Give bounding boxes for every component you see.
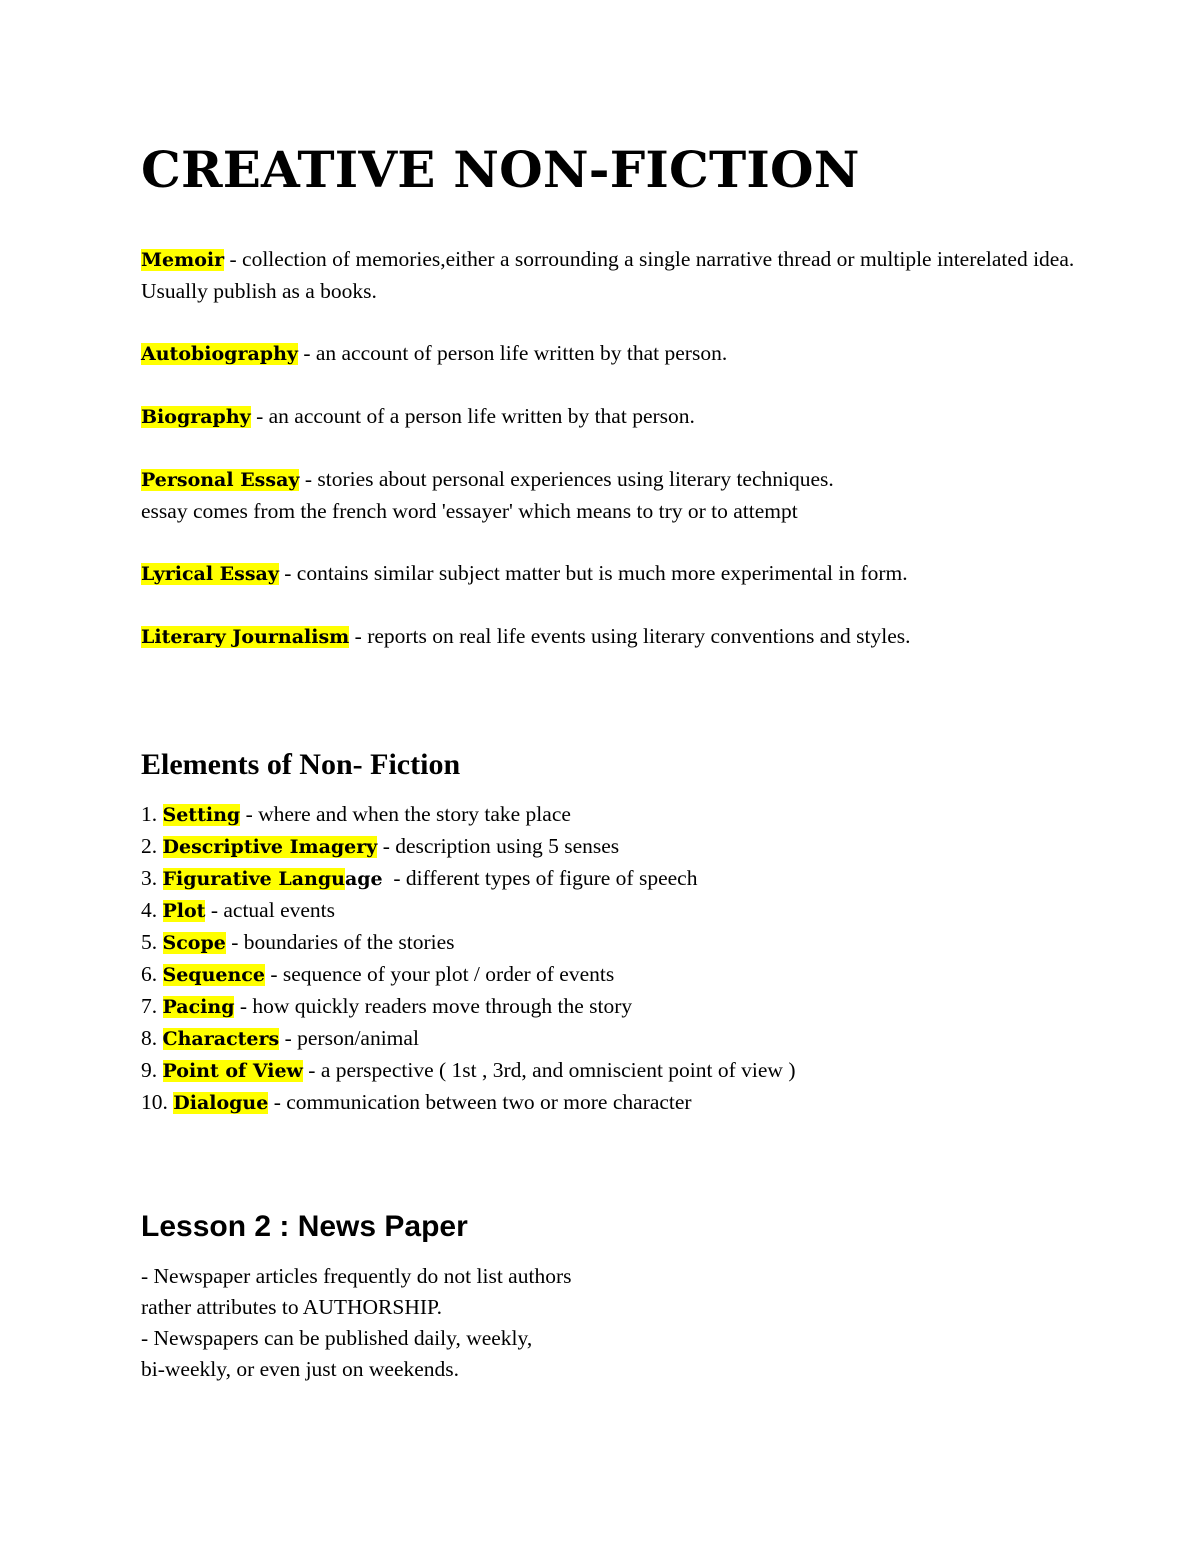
- definition-term: Memoir: [141, 249, 225, 271]
- definition-lyrical-essay: [141, 558, 1141, 590]
- item-text: - boundaries of the stories: [225, 930, 455, 954]
- item-term: Dialogue: [173, 1092, 269, 1114]
- item-number: 6.: [141, 962, 163, 986]
- item-text: - sequence of your plot / order of events: [264, 962, 615, 986]
- item-number: 3.: [141, 866, 163, 890]
- list-item: [141, 831, 796, 863]
- item-term: Sequence: [162, 964, 265, 986]
- list-item: [141, 1023, 796, 1055]
- item-text: - a perspective ( 1st , 3rd, and omniscient point of view ): [302, 1058, 796, 1082]
- note-line: - Newspaper articles frequently do not list authors: [141, 1264, 572, 1288]
- definition-term: Biography: [141, 406, 251, 428]
- item-term: Figurative Langu: [162, 868, 345, 890]
- item-number: 5.: [141, 930, 163, 954]
- item-text: - actual events: [205, 898, 336, 922]
- definition-text: - reports on real life events using literary conventions and styles.: [349, 624, 911, 648]
- item-number: 4.: [141, 898, 163, 922]
- definition-text: - stories about personal experiences using literary techniques.: [299, 467, 834, 491]
- item-text: - different types of figure of speech: [382, 866, 698, 890]
- note-line: bi-weekly, or even just on weekends.: [141, 1357, 460, 1381]
- item-term: Pacing: [162, 996, 235, 1018]
- definition-term: Lyrical Essay: [141, 563, 279, 585]
- list-item: [141, 991, 796, 1023]
- definition-personal-essay: [141, 464, 1141, 527]
- list-item: [141, 1055, 796, 1087]
- list-item: [141, 863, 796, 895]
- item-term: Scope: [162, 932, 226, 954]
- item-term: Plot: [162, 900, 206, 922]
- definition-term: Autobiography: [141, 343, 298, 365]
- definition-text: - an account of person life written by that person.: [297, 341, 728, 365]
- item-text: - how quickly readers move through the story: [234, 994, 633, 1018]
- list-item: [141, 927, 796, 959]
- item-term: Characters: [162, 1028, 280, 1050]
- item-term: Setting: [162, 804, 241, 826]
- definition-text: - contains similar subject matter but is much more experimental in form.: [278, 561, 908, 585]
- definition-term: Literary Journalism: [141, 626, 350, 648]
- lesson-notes: [141, 1261, 571, 1385]
- definition-literary-journalism: [141, 621, 1141, 653]
- definition-text: - an account of a person life written by that person.: [250, 404, 695, 428]
- item-term-rest: age: [344, 868, 383, 890]
- item-number: 1.: [141, 802, 163, 826]
- definition-text: - collection of memories,either a sorrounding a single narrative thread or multiple interelated idea. Usually publish as a books.: [141, 247, 1075, 303]
- item-term: Descriptive Imagery: [162, 836, 378, 858]
- note-line: - Newspapers can be published daily, weekly,: [141, 1326, 533, 1350]
- note-line: rather attributes to AUTHORSHIP.: [141, 1295, 442, 1319]
- item-number: 7.: [141, 994, 163, 1018]
- definition-autobiography: [141, 338, 1141, 370]
- definitions-list: [141, 244, 1141, 684]
- item-text: - where and when the story take place: [240, 802, 571, 826]
- item-text: - description using 5 senses: [377, 834, 620, 858]
- list-item: [141, 959, 796, 991]
- list-item: [141, 1087, 796, 1119]
- definition-biography: [141, 401, 1141, 433]
- page-title: CREATIVE NON-FICTION: [141, 140, 860, 199]
- definition-text-continued: essay comes from the french word 'essayer' which means to try or to attempt: [141, 499, 798, 523]
- item-number: 9.: [141, 1058, 163, 1082]
- elements-list: [141, 799, 796, 1119]
- item-text: - person/animal: [279, 1026, 419, 1050]
- item-number: 10.: [141, 1090, 174, 1114]
- list-item: [141, 799, 796, 831]
- definition-term: Personal Essay: [141, 469, 300, 491]
- elements-heading: Elements of Non- Fiction: [141, 748, 461, 781]
- definition-memoir: [141, 244, 1141, 307]
- item-number: 2.: [141, 834, 163, 858]
- item-text: - communication between two or more character: [268, 1090, 692, 1114]
- list-item: [141, 895, 796, 927]
- item-term: Point of View: [162, 1060, 303, 1082]
- lesson-heading: Lesson 2 : News Paper: [141, 1210, 468, 1243]
- item-number: 8.: [141, 1026, 163, 1050]
